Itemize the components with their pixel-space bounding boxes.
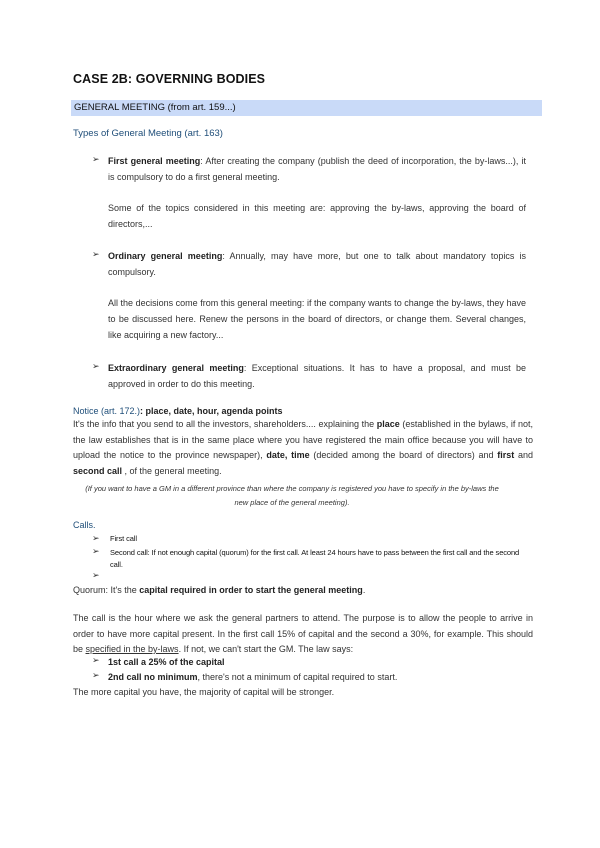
bullet-arrow-icon: ➢ xyxy=(92,361,100,371)
type-extraordinary-general-meeting: Extraordinary general meeting: Exceptional situations. It has to have a proposal, and must be approved in order to do this meeting. xyxy=(108,363,526,389)
law-first-call: 1st call a 25% of the capital xyxy=(108,657,225,667)
bullet-arrow-icon: ➢ xyxy=(92,249,100,259)
page-title: CASE 2B: GOVERNING BODIES xyxy=(73,72,266,86)
calls-heading: Calls. xyxy=(73,520,96,530)
call-paragraph: The call is the hour where we ask the general partners to attend. The purpose is to allow the people to arrive in order to have more capital present. In the first call 15% of capital and the second a 30%, for example. This should be specified in the by-laws. If not, we can't start the GM. The law says: xyxy=(73,613,533,654)
quorum-line: Quorum: It's the capital required in order to start the general meeting. xyxy=(73,585,366,595)
bullet-arrow-icon: ➢ xyxy=(92,533,100,543)
calls-first-call: First call xyxy=(110,534,137,543)
type-first-extra: Some of the topics considered in this meeting are: approving the by-laws, approving the board of directors,... xyxy=(108,203,526,229)
bullet-arrow-icon: ➢ xyxy=(92,154,100,164)
law-second-call: 2nd call no minimum, there's not a minimum of capital required to start. xyxy=(108,672,398,682)
type-ordinary-extra: All the decisions come from this general meeting: if the company wants to change the by-laws, they have to be discussed here. Renew the persons in the board of directors, or change them. Several changes, like acquiring a new factory... xyxy=(108,298,526,340)
bullet-arrow-icon: ➢ xyxy=(92,570,100,580)
closing-line: The more capital you have, the majority of capital will be stronger. xyxy=(73,687,335,697)
type-ordinary-general-meeting: Ordinary general meeting: Annually, may have more, but one to talk about mandatory topics is compulsory. xyxy=(108,251,526,277)
type-first-general-meeting: First general meeting: After creating the company (publish the deed of incorporation, the by-laws...), it is compulsory to do a first general meeting. xyxy=(108,156,526,182)
bullet-arrow-icon: ➢ xyxy=(92,546,100,556)
section-heading: GENERAL MEETING (from art. 159...) xyxy=(74,102,236,113)
notice-italic-note: (If you want to have a GM in a different province than where the company is registered you have to specify in the by-laws the new place of the general meeting). xyxy=(85,484,499,507)
notice-paragraph: It's the info that you send to all the investors, shareholders.... explaining the place (established in the bylaws, if not, the law establishes that is in the same place where you have registered the main office because you will have to upload the notice to the province newspaper), date, time (decided among the board of directors) and first and second call , of the general meeting. xyxy=(73,419,533,476)
bullet-arrow-icon: ➢ xyxy=(92,655,100,665)
types-heading: Types of General Meeting (art. 163) xyxy=(73,128,223,139)
calls-second-call: Second call: If not enough capital (quorum) for the first call. At least 24 hours have to pass between the first call and the second call. xyxy=(110,548,520,569)
bullet-arrow-icon: ➢ xyxy=(92,670,100,680)
notice-heading: Notice (art. 172.): place, date, hour, agenda points xyxy=(73,406,283,416)
